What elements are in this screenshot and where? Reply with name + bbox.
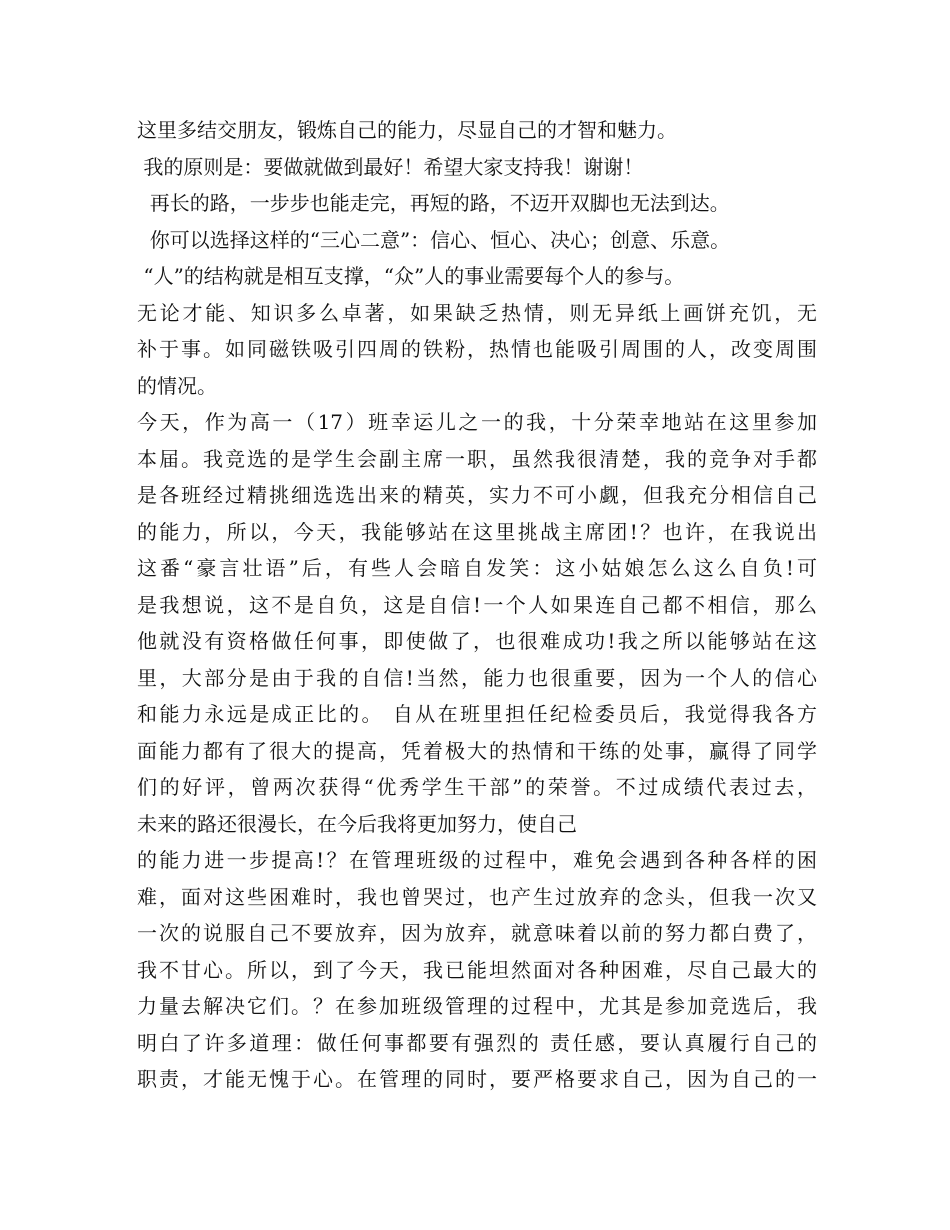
text-line: 补于事。如同磁铁吸引四周的铁粉，热情也能吸引周围的人，改变周围 <box>137 337 817 361</box>
text-line: “人”的结构就是相互支撑，“众”人的事业需要每个人的参与。 <box>137 264 685 288</box>
text-line: 职责，才能无愧于心。在管理的同时，要严格要求自己，因为自己的一 <box>137 1067 817 1091</box>
text-line: 难，面对这些困难时，我也曾哭过，也产生过放弃的念头，但我一次又 <box>137 884 817 909</box>
text-line: 你可以选择这样的“三心二意”：信心、恒心、决心；创意、乐意。 <box>137 227 731 252</box>
text-line: 力量去解决它们。？在参加班级管理的过程中，尤其是参加竞选后，我 <box>137 994 817 1018</box>
text-line: 面能力都有了很大的提高，凭着极大的热情和干练的处事，赢得了同学 <box>137 738 817 763</box>
document-body-text <box>137 112 817 1098</box>
text-line: 这里多结交朋友，锻炼自己的能力，尽显自己的才智和魅力。 <box>137 118 677 142</box>
text-line: 们的好评，曾两次获得“优秀学生干部”的荣誉。不过成绩代表过去， <box>137 775 817 799</box>
text-line: 里，大部分是由于我的自信!当然，能力也很重要，因为一个人的信心 <box>137 665 817 690</box>
text-line: 和能力永远是成正比的。 自从在班里担任纪检委员后，我觉得我各方 <box>137 702 817 726</box>
text-line: 未来的路还很漫长，在今后我将更加努力，使自己 <box>137 811 577 836</box>
text-line: 无论才能、知识多么卓著，如果缺乏热情，则无异纸上画饼充饥，无 <box>137 300 817 325</box>
text-line: 的情况。 <box>137 373 217 398</box>
text-line: 本届。我竞选的是学生会副主席一职，虽然我很清楚，我的竞争对手都 <box>137 446 817 471</box>
text-line: 今天，作为高一（17）班幸运儿之一的我，十分荣幸地站在这里参加 <box>137 410 817 434</box>
text-line: 这番“豪言壮语”后，有些人会暗自发笑：这小姑娘怎么这么自负!可 <box>137 556 817 580</box>
text-line: 他就没有资格做任何事，即使做了，也很难成功!我之所以能够站在这 <box>137 629 817 653</box>
text-line: 的能力，所以，今天，我能够站在这里挑战主席团!？也许，在我说出 <box>137 519 817 544</box>
text-line: 一次的说服自己不要放弃，因为放弃，就意味着以前的努力都白费了， <box>137 921 817 945</box>
text-line: 明白了许多道理：做任何事都要有强烈的 责任感，要认真履行自己的 <box>137 1030 817 1055</box>
text-line: 我不甘心。所以，到了今天，我已能坦然面对各种困难，尽自己最大的 <box>137 957 817 982</box>
text-line: 是各班经过精挑细选选出来的精英，实力不可小觑，但我充分相信自己 <box>137 483 817 507</box>
text-line: 再长的路，一步步也能走完，再短的路，不迈开双脚也无法到达。 <box>137 191 730 215</box>
text-line: 是我想说，这不是自负，这是自信!一个人如果连自己都不相信，那么 <box>137 592 817 617</box>
text-line: 的能力进一步提高!？在管理班级的过程中，难免会遇到各种各样的困 <box>137 848 817 872</box>
text-line: 我的原则是：要做就做到最好！希望大家支持我！谢谢！ <box>137 154 644 179</box>
